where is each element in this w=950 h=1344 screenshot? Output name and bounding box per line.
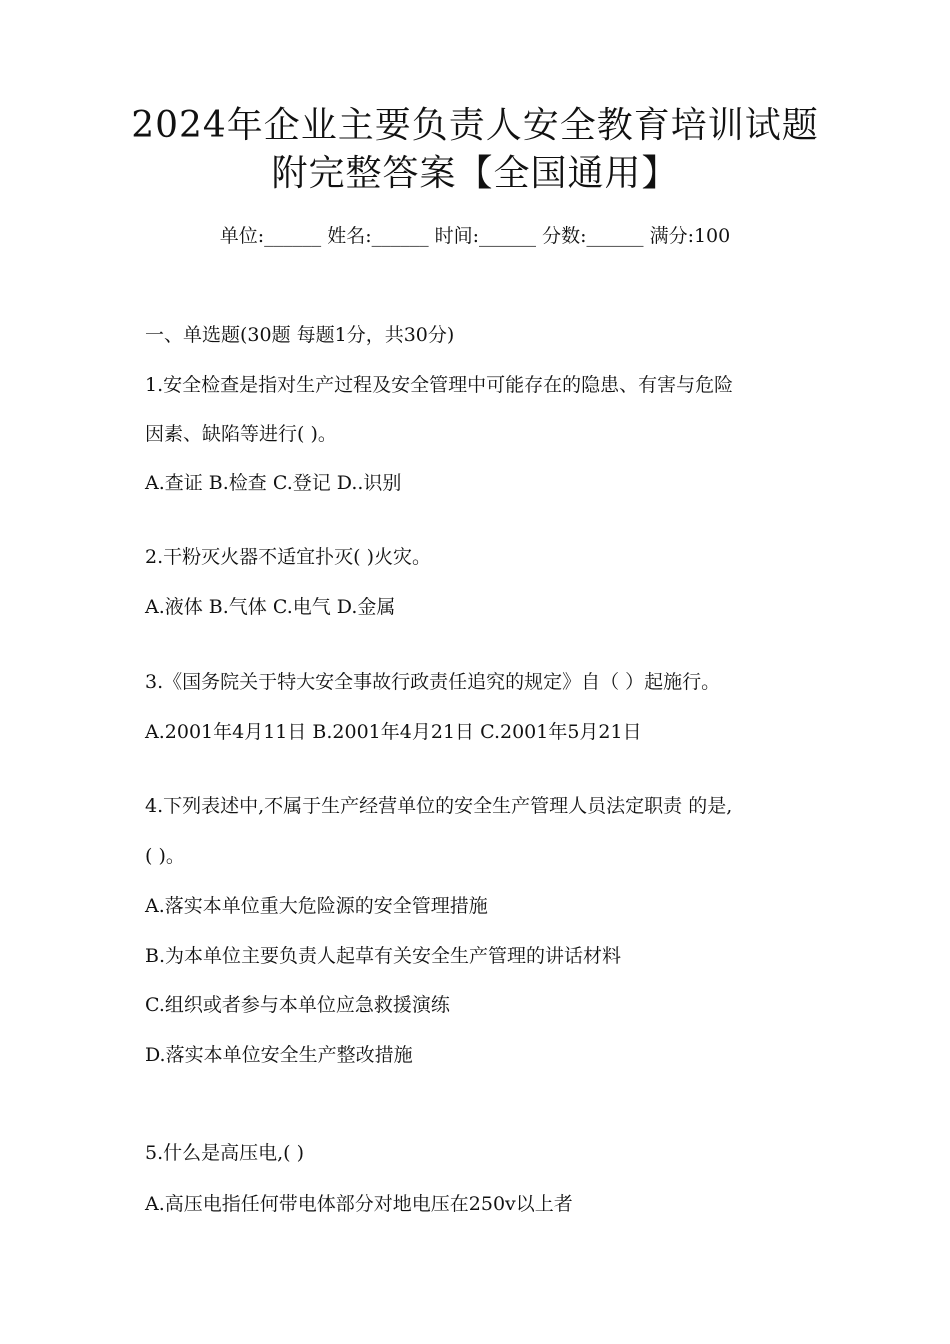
question-3-options: A.2001年4月11日 B.2001年4月21日 C.2001年5月21日	[145, 721, 642, 743]
question-2-stem: 2.干粉灭火器不适宜扑灭( )火灾。	[145, 546, 431, 568]
question-4-option-d: D.落实本单位安全生产整改措施	[145, 1044, 413, 1066]
question-2-options: A.液体 B.气体 C.电气 D.金属	[145, 596, 396, 618]
question-3-stem: 3.《国务院关于特大安全事故行政责任追究的规定》自（ ）起施行。	[145, 671, 721, 693]
name-field: 姓名:______	[327, 225, 429, 247]
question-4-stem-line-2: ( )。	[145, 845, 185, 867]
question-1-stem-line-1: 1.安全检查是指对生产过程及安全管理中可能存在的隐患、有害与危险	[145, 374, 734, 396]
question-1-stem-line-2: 因素、缺陷等进行( )。	[145, 423, 337, 445]
unit-field: 单位:______	[219, 225, 322, 247]
question-4-option-a: A.落实本单位重大危险源的安全管理措施	[145, 895, 488, 917]
section-heading: 一、单选题(30题 每题1分，共30分)	[145, 324, 455, 346]
question-4-option-c: C.组织或者参与本单位应急救援演练	[145, 994, 450, 1016]
question-5-option-a: A.高压电指任何带电体部分对地电压在250v以上者	[145, 1193, 573, 1215]
question-5-stem: 5.什么是高压电,( )	[145, 1142, 305, 1164]
time-field: 时间:______	[434, 225, 537, 247]
full-score-field: 满分:100	[649, 225, 731, 247]
document-title-line-1: 2024年企业主要负责人安全教育培训试题	[131, 105, 819, 146]
question-4-option-b: B.为本单位主要负责人起草有关安全生产管理的讲话材料	[145, 945, 622, 967]
question-1-options: A.查证 B.检查 C.登记 D..识别	[145, 472, 402, 494]
score-field: 分数:______	[542, 225, 644, 247]
document-title-line-2: 附完整答案【全国通用】	[271, 153, 679, 194]
info-line	[0, 222, 950, 250]
question-4-stem-line-1: 4.下列表述中,不属于生产经营单位的安全生产管理人员法定职责 的是,	[145, 795, 733, 817]
